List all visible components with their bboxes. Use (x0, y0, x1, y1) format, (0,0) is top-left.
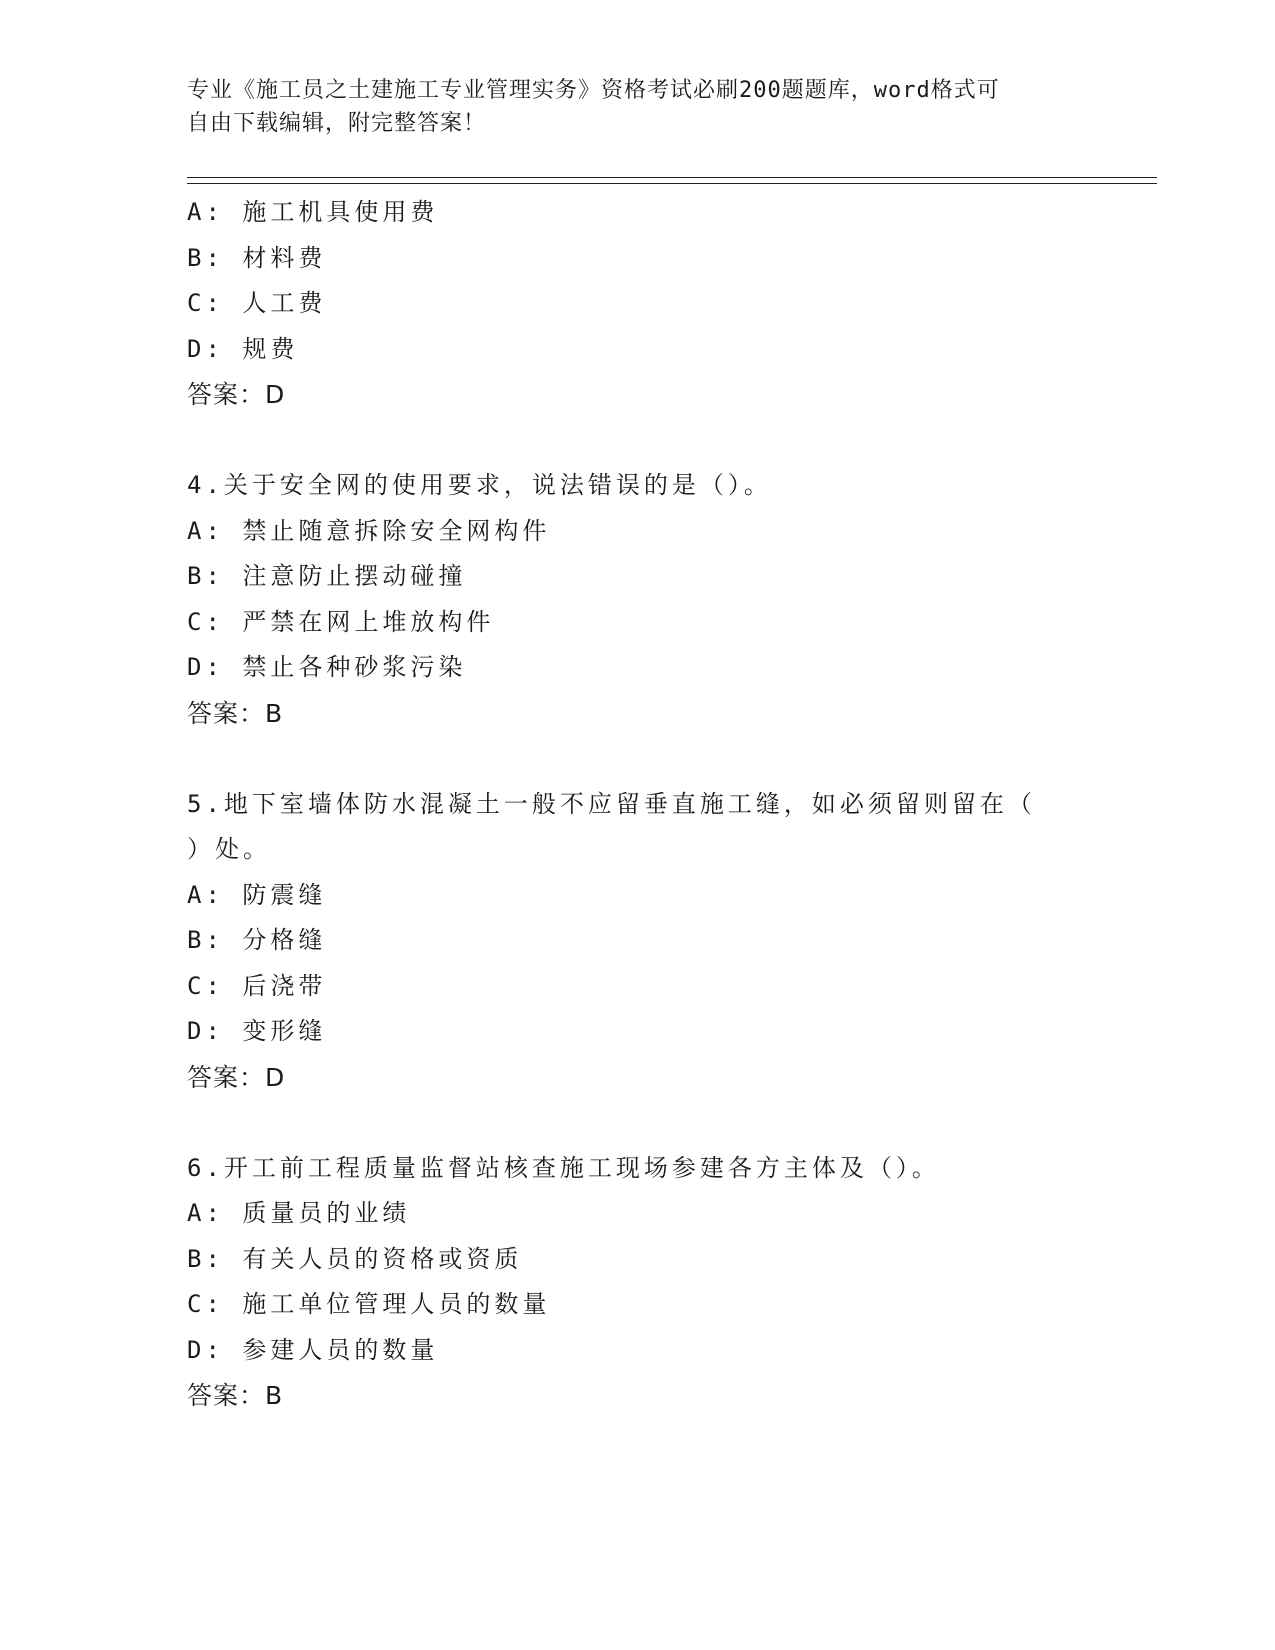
option-a: A: 质量员的业绩 (187, 1199, 411, 1227)
answer-line: 答案：B (187, 698, 284, 728)
header-divider-bottom (187, 183, 1157, 184)
option-a: A: 施工机具使用费 (187, 198, 439, 226)
spacer (187, 736, 1087, 782)
option-d: D: 变形缝 (187, 1017, 327, 1045)
question-stem: 4.关于安全网的使用要求，说法错误的是（）。 (187, 471, 772, 499)
question-block-3 (187, 190, 1087, 418)
question-stem-line-1: 5.地下室墙体防水混凝土一般不应留垂直施工缝，如必须留则留在（ (187, 789, 1036, 818)
answer-line: 答案：D (187, 1062, 286, 1092)
answer-line: 答案：B (187, 1381, 284, 1410)
question-block-6 (187, 1146, 1087, 1419)
option-c: C: 严禁在网上堆放构件 (187, 607, 495, 636)
option-b: B: 材料费 (187, 243, 327, 272)
option-c: C: 后浇带 (187, 971, 327, 1000)
header-line-2: 自由下载编辑，附完整答案！ (187, 111, 487, 136)
option-c: C: 施工单位管理人员的数量 (187, 1290, 551, 1318)
spacer (187, 418, 1087, 464)
option-d: D: 规费 (187, 334, 299, 363)
question-block-4 (187, 463, 1087, 736)
option-d: D: 禁止各种砂浆污染 (187, 653, 467, 681)
question-stem-line-2: ）处。 (187, 835, 271, 863)
option-c: C: 人工费 (187, 289, 327, 317)
option-b: B: 分格缝 (187, 926, 327, 954)
header-line-1: 专业《施工员之土建施工专业管理实务》资格考试必刷200题题库，word格式可 (187, 78, 1000, 103)
option-d: D: 参建人员的数量 (187, 1335, 439, 1364)
document-body (187, 190, 1087, 1419)
question-block-5 (187, 782, 1087, 1101)
option-b: B: 有关人员的资格或资质 (187, 1244, 523, 1273)
answer-line: 答案：D (187, 380, 286, 409)
spacer (187, 1100, 1087, 1146)
question-stem: 6.开工前工程质量监督站核查施工现场参建各方主体及（）。 (187, 1153, 940, 1182)
option-a: A: 防震缝 (187, 880, 327, 909)
header-divider-top (187, 177, 1157, 178)
option-a: A: 禁止随意拆除安全网构件 (187, 516, 551, 545)
document-header (187, 74, 1067, 140)
option-b: B: 注意防止摆动碰撞 (187, 562, 467, 590)
